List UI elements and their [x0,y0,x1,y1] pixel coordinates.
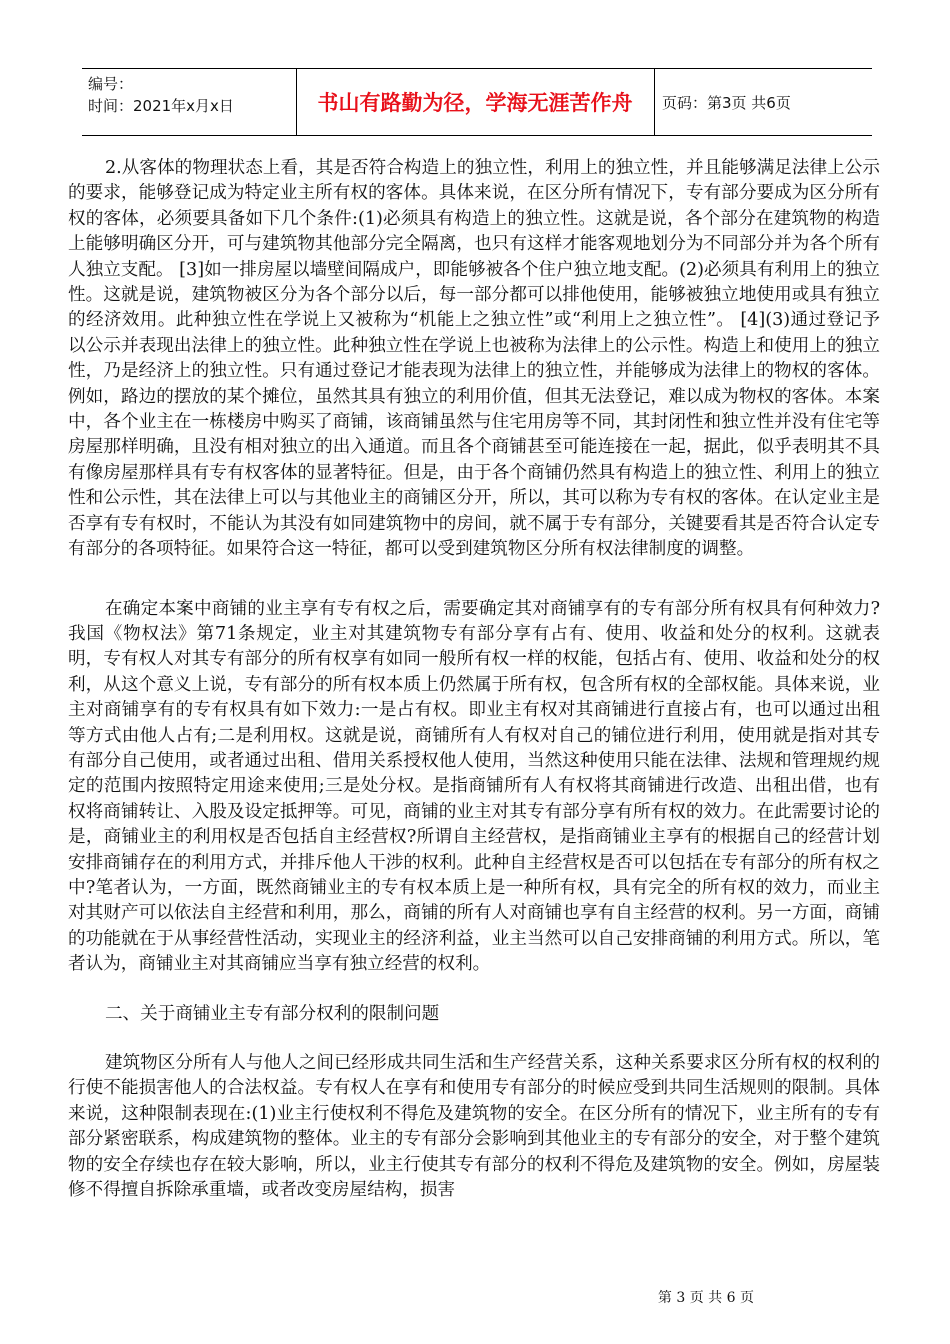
header-divider [654,69,655,135]
document-number-label: 编号： [88,75,134,93]
page-footer: 第 3 页 共 6 页 [657,1290,754,1306]
header-motto: 书山有路勤为径，学海无涯苦作舟 [317,91,633,115]
document-time-label: 时间：2021年x月x日 [88,97,234,115]
header-page-number: 页码：第3页 共6页 [662,93,791,112]
body-paragraph: 2.从客体的物理状态上看，其是否符合构造上的独立性，利用上的独立性，并且能够满足法律上公示的要求，能够登记成为特定业主所有权的客体。具体来说，在区分所有情况下，专有部分要成为区分所有权的客体，必须要具备如下几个条件:(1)必须具有构造上的独立性。这就是说，各个部分在建筑物的构造上能够明确区分开，可与建筑物其他部分完全隔离，也只有这样才能客观地划分为不同部分并为各个所有人独立支配。 [3]如一排房屋以墙壁间隔成户，即能够被各个住户独立地支配。(2)必须具有利用上的独立性。这就是说，建筑物被区分为各个部分以后，每一部分都可以排他使用，能够被独立地使用或具有独立的经济效用。此种独立性在学说上又被称为“机能上之独立性”或“利用上之独立性”。 [4](3)通过登记予以公示并表现出法律上的独立性。此种独立性在学说上也被称为法律上的公示性。构造上和使用上的独立性，乃是经济上的独立性。只有通过登记才能表现为法律上的独立性，并能够成为法律上的物权的客体。例如，路边的摆放的某个摊位，虽然其具有独立的利用价值，但其无法登记，难以成为物权的客体。本案中，各个业主在一栋楼房中购买了商铺，该商铺虽然与住宅用房等不同，其封闭性和独立性并没有住宅等房屋那样明确，且没有相对独立的出入通道。而且各个商铺甚至可能连接在一起，据此，似乎表明其不具有像房屋那样具有专有权客体的显著特征。但是，由于各个商铺仍然具有构造上的独立性、利用上的独立性和公示性，其在法律上可以与其他业主的商铺区分开，所以，其可以称为专有权的客体。在认定业主是否享有专有权时，不能认为其没有如同建筑物中的房间，就不属于专有部分，关键要看其是否符合认定专有部分的各项特征。如果符合这一特征，都可以受到建筑物区分所有权法律制度的调整。 [68,158,880,560]
page-header [82,68,872,136]
document-body [68,156,880,1203]
body-paragraph: 建筑物区分所有人与他人之间已经形成共同生活和生产经营关系，这种关系要求区分所有权的权利的行使不能损害他人的合法权益。专有权人在享有和使用专有部分的时候应受到共同生活规则的限制。具体来说，这种限制表现在:(1)业主行使权利不得危及建筑物的安全。在区分所有的情况下，业主所有的专有部分紧密联系，构成建筑物的整体。业主的专有部分会影响到其他业主的专有部分的安全，对于整个建筑物的安全存续也存在较大影响，所以，业主行使其专有部分的权利不得危及建筑物的安全。例如，房屋装修不得擅自拆除承重墙，或者改变房屋结构，损害 [68,1053,880,1201]
header-meta [88,73,292,131]
section-heading: 二、关于商铺业主专有部分权利的限制问题 [104,1003,440,1024]
body-paragraph: 在确定本案中商铺的业主享有专有权之后，需要确定其对商铺享有的专有部分所有权具有何种效力?我国《物权法》第71条规定，业主对其建筑物专有部分享有占有、使用、收益和处分的权利。这就表明，专有权人对其专有部分的所有权享有如同一般所有权一样的权能，包括占有、使用、收益和处分的权利，从这个意义上说，专有部分的所有权本质上仍然属于所有权，包含所有权的全部权能。具体来说，业主对商铺享有的专有权具有如下效力:一是占有权。即业主有权对其商铺进行直接占有，也可以通过出租等方式由他人占有;二是利用权。这就是说，商铺所有人有权对自己的铺位进行利用，使用就是指对其专有部分自己使用，或者通过出租、借用关系授权他人使用，当然这种使用只能在法律、法规和管理规约规定的范围内按照特定用途来使用;三是处分权。是指商铺所有人有权将其商铺进行改造、出租出借，也有权将商铺转让、入股及设定抵押等。可见，商铺的业主对其专有部分享有所有权的效力。在此需要讨论的是，商铺业主的利用权是否包括自主经营权?所谓自主经营权，是指商铺业主享有的根据自己的经营计划安排商铺存在的利用方式，并排斥他人干涉的权利。此种自主经营权是否可以包括在专有部分的所有权之中?笔者认为，一方面，既然商铺业主的专有权本质上是一种所有权，具有完全的所有权的效力，而业主对其财产可以依法自主经营和利用，那么，商铺的所有人对商铺也享有自主经营的权利。另一方面，商铺的功能就在于从事经营性活动，实现业主的经济利益，业主当然可以自己安排商铺的利用方式。所以，笔者认为，商铺业主对其商铺应当享有独立经营的权利。 [68,598,880,975]
